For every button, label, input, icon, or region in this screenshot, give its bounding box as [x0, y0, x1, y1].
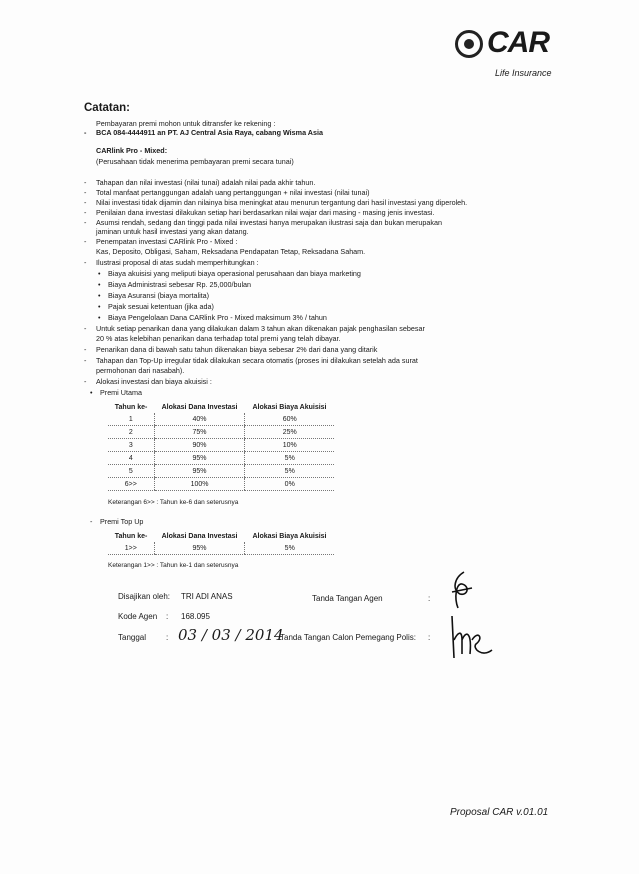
holder-signature-label: Tanda Tangan Calon Pemegang Polis: [280, 633, 416, 642]
date-value: 03 / 03 / 2014 [178, 626, 284, 644]
table-header-row [108, 530, 334, 542]
bullet-10-cont: permohonan dari nasabah). [96, 366, 185, 375]
agent-code-value: 168.095 [181, 612, 210, 621]
agent-code-colon: : [166, 612, 169, 621]
sub-bullet-2: • Biaya Administrasi sebesar Rp. 25,000/bulan [98, 280, 252, 289]
bullet-8-cont: 20 % atas kelebihan penarikan dana terhadap total premi yang telah dibayar. [96, 334, 341, 343]
bullet-4: - Penilaian dana investasi dilakukan setiap hari berdasarkan nilai wajar dari masing - masing jenis investasi. [84, 208, 435, 217]
col-acquisition-header: Alokasi Biaya Akuisisi [252, 532, 327, 540]
premi-utama-table [108, 401, 334, 491]
company-logo [455, 24, 580, 84]
transfer-intro: Pembayaran premi mohon untuk ditransfer ke rekening : [96, 119, 276, 128]
table-row: 1>> 95% 5% [108, 542, 334, 555]
sub-bullet-3: • Biaya Asuransi (biaya mortalita) [98, 291, 210, 300]
premi-topup-note: Keterangan 1>> : Tahun ke-1 dan seterusnya [108, 562, 239, 569]
document-footer: Proposal CAR v.01.01 [450, 807, 549, 818]
table-header-row [108, 401, 334, 413]
col-year-header: Tahun ke- [114, 403, 148, 411]
bullet-10: - Tahapan dan Top-Up irregular tidak dilakukan secara otomatis (proses ini dilakukan setelah ada surat [84, 356, 418, 365]
product-name: CARlink Pro - Mixed: [96, 146, 168, 155]
bullet-8: - Untuk setiap penarikan dana yang dilakukan dalam 3 tahun akan dikenakan pajak penghasilan sebesar [84, 324, 425, 333]
logo-brand: CAR [487, 26, 549, 59]
bullet-5-cont: jaminan untuk hasil investasi yang akan datang. [96, 227, 249, 236]
holder-signature-colon: : [428, 633, 431, 642]
sub-bullet-4: • Pajak sesuai ketentuan (jika ada) [98, 302, 214, 311]
col-year-header: Tahun ke- [114, 532, 148, 540]
bullet-5: - Asumsi rendah, sedang dan tinggi pada nilai investasi hanya merupakan ilustrasi saja dan bukan merupakan [84, 218, 443, 227]
bullet-9: - Penarikan dana di bawah satu tahun dikenakan biaya sebesar 2% dari dana yang ditarik [84, 345, 378, 354]
cash-note: (Perusahaan tidak menerima pembayaran premi secara tunai) [96, 157, 294, 166]
agent-signature-label: Tanda Tangan Agen [312, 594, 383, 603]
col-investment-header: Alokasi Dana Investasi [161, 403, 238, 411]
col-acquisition-header: Alokasi Biaya Akuisisi [252, 403, 327, 411]
notes-title: Catatan: [84, 102, 131, 114]
bullet-2: - Total manfaat pertanggungan adalah uang pertanggungan + nilai investasi (nilai tunai) [84, 188, 370, 197]
col-investment-header: Alokasi Dana Investasi [161, 532, 238, 540]
table-row: 4 95% 5% [108, 452, 334, 465]
sub-bullet-5: • Biaya Pengelolaan Dana CARlink Pro - Mixed maksimum 3% / tahun [98, 313, 327, 322]
bullet-7: - Ilustrasi proposal di atas sudah memperhitungkan : [84, 258, 259, 267]
table-row: 2 75% 25% [108, 426, 334, 439]
agent-signature-image [446, 568, 476, 612]
table-row: 3 90% 10% [108, 439, 334, 452]
bank-account: - BCA 084-4444911 an PT. AJ Central Asia Raya, cabang Wisma Asia [84, 128, 323, 137]
bullet-1: - Tahapan dan nilai investasi (nilai tunai) adalah nilai pada akhir tahun. [84, 178, 316, 187]
premi-topup-table [108, 530, 334, 555]
table-row: 5 95% 5% [108, 465, 334, 478]
table-row: 1 40% 60% [108, 413, 334, 426]
date-colon: : [166, 633, 169, 642]
premi-utama-note: Keterangan 6>> : Tahun ke-6 dan seterusnya [108, 499, 239, 506]
emblem-icon [455, 30, 483, 58]
holder-signature-image [448, 610, 498, 662]
agent-signature-colon: : [428, 594, 431, 603]
bullet-6: - Penempatan investasi CARlink Pro - Mixed : [84, 237, 238, 246]
premi-utama-label: • Premi Utama [90, 388, 142, 397]
date-label: Tanggal [118, 633, 147, 642]
bullet-11: - Alokasi investasi dan biaya akuisisi : [84, 377, 212, 386]
bullet-6-cont: Kas, Deposito, Obligasi, Saham, Reksadana Pendapatan Tetap, Reksadana Saham. [96, 247, 366, 256]
presented-by-label: Disajikan oleh: [118, 592, 171, 601]
premi-topup-label: - Premi Top Up [90, 517, 144, 526]
agent-code-label: Kode Agen [118, 612, 158, 621]
table-row: 6>> 100% 0% [108, 478, 334, 491]
presented-by-name: TRI ADI ANAS [181, 592, 233, 601]
sub-bullet-1: • Biaya akuisisi yang meliputi biaya operasional perusahaan dan biaya marketing [98, 269, 361, 278]
bullet-3: - Nilai investasi tidak dijamin dan nilainya bisa meningkat atau menurun tergantung dari hasil investasi yang diperoleh. [84, 198, 468, 207]
logo-tagline: Life Insurance [495, 68, 552, 78]
